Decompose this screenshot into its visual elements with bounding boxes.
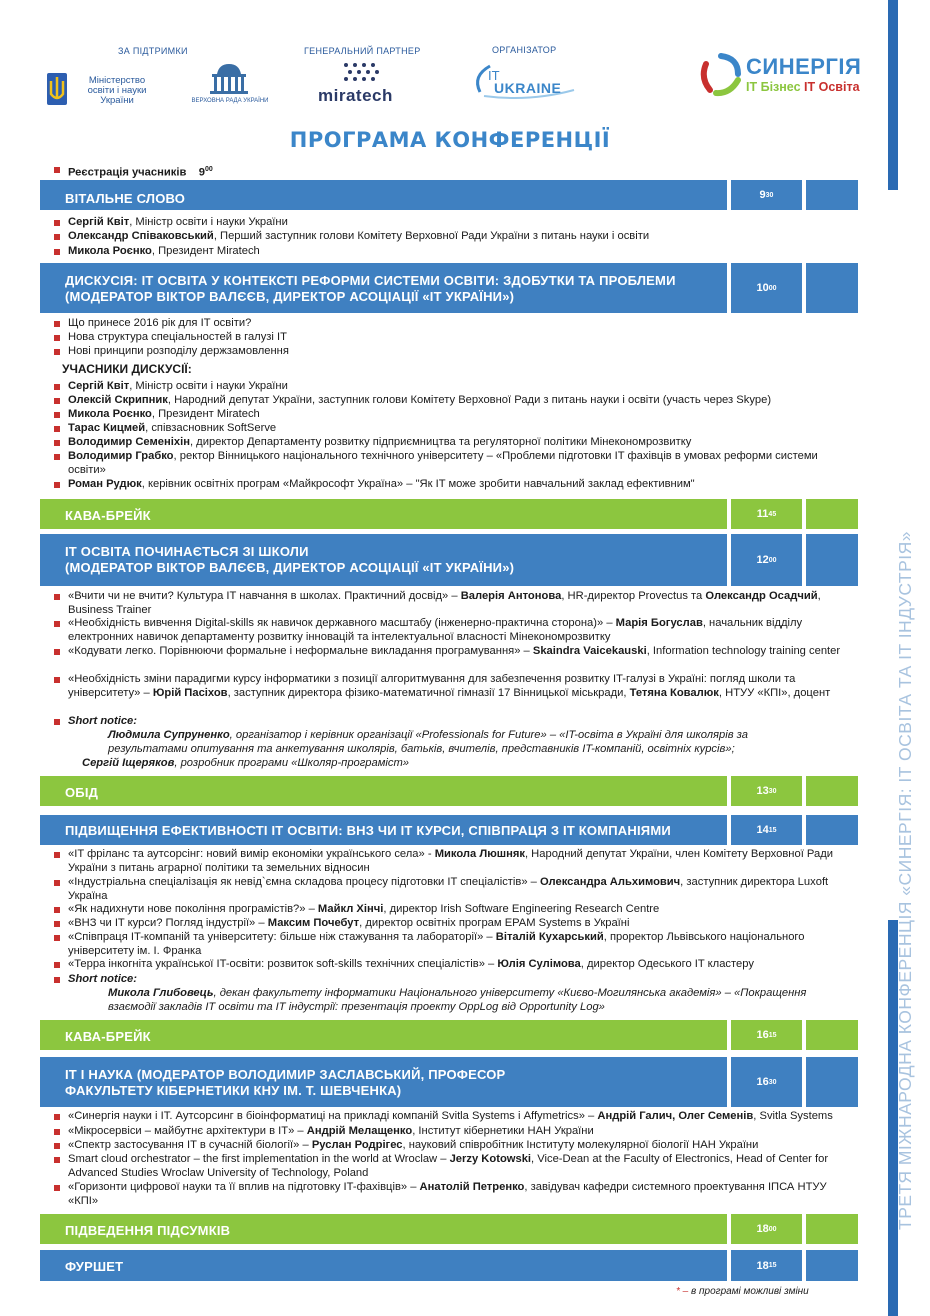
- coffee1-time: 11 45: [731, 499, 802, 529]
- miratech-dots-icon: [343, 62, 383, 82]
- coffee1-title: КАВА-БРЕЙК: [65, 508, 151, 523]
- registration-time: 9: [198, 166, 206, 179]
- welcome-time: 9 30: [731, 180, 802, 210]
- efficiency-talk: «Терра інкогніта української IT-освіти: розвиток soft-skills технічних спеціалістів» – Юлія Сулімова, директор Одеського IT кластеру: [68, 958, 848, 972]
- efficiency-talk: «ВНЗ чи IT курси? Погляд індустрії» – Максим Почебут, директор освітніх програм EPAM Systems в Україні: [68, 917, 848, 931]
- summary-time: 18 00: [731, 1214, 802, 1244]
- sinergia-swirl-icon: [698, 52, 744, 98]
- organizer-label: ОРГАНІЗАТОР: [492, 45, 557, 55]
- page-title: ПРОГРАМА КОНФЕРЕНЦІЇ: [289, 128, 611, 152]
- footnote-text: в програмі можливі зміни: [691, 1286, 809, 1297]
- section-welcome: [40, 180, 858, 210]
- welcome-speaker: Микола Роєнко, Президент Miratech: [68, 245, 848, 259]
- section-coffee-break-2: [40, 1020, 858, 1050]
- welcome-title: ВІТАЛЬНЕ СЛОВО: [65, 191, 186, 206]
- miratech-logo: [318, 62, 410, 108]
- science-talk: «Синергія науки і IT. Аутсорсинг в біоінформатиці на прикладі компаній Svitla Systems і Affymetrics» – Андрій Галич, Олег Семенів, Svitla Systems: [68, 1110, 848, 1124]
- school-title: IT ОСВІТА ПОЧИНАЄТЬСЯ ЗІ ШКОЛИ (МОДЕРАТОР ВІКТОР ВАЛЄЄВ, ДИРЕКТОР АСОЦІАЦІЇ «IT УКРАЇНИ»): [65, 544, 515, 575]
- efficiency-talk: «Співпраця IT-компаній та університету: більше ніж стажування та лабораторії» – Віталій Кухарський, проректор Львівського національного університету ім. І. Франка: [68, 931, 848, 958]
- it-ukraine-logo: [470, 62, 580, 102]
- participant: Олексій Скрипник, Народний депутат України, заступник голови Комітету Верховної Ради з питань науки і освіти (участь через Skype): [68, 394, 848, 408]
- coffee2-time: 16 15: [731, 1020, 802, 1050]
- trident-emblem-icon: [46, 72, 68, 106]
- ministry-logo: [46, 70, 176, 110]
- side-conference-title: ТРЕТЯ МІЖНАРОДНА КОНФЕРЕНЦІЯ «СИНЕРГІЯ: IT ОСВІТА ТА IT ІНДУСТРІЯ»: [895, 530, 915, 1230]
- parliament-building-icon: [206, 62, 252, 96]
- discussion-topic: Нова структура спеціальностей в галузі IT: [68, 331, 848, 345]
- science-title: IT І НАУКА (МОДЕРАТОР ВОЛОДИМИР ЗАСЛАВСЬКИЙ, ПРОФЕСОР ФАКУЛЬТЕТУ КІБЕРНЕТИКИ КНУ ІМ. Т. ШЕВЧЕНКА): [65, 1067, 506, 1098]
- it-ukraine-name: UKRAINE: [494, 80, 562, 96]
- ministry-line-3: України: [100, 95, 134, 106]
- efficiency-title: ПІДВИЩЕННЯ ЕФЕКТИВНОСТІ IT ОСВІТИ: ВНЗ ЧИ IT КУРСИ, СПІВПРАЦЯ З IT КОМПАНІЯМИ: [65, 823, 671, 838]
- coffee2-title: КАВА-БРЕЙК: [65, 1029, 151, 1044]
- miratech-wordmark: miratech: [318, 86, 393, 105]
- efficiency-talk: «Індустріальна спеціалізація як невід`ємна складова процесу підготовки IT спеціалістів» – Олександра Альхимович, заступник директора Luxoft Україна: [68, 876, 848, 903]
- partner-label: ГЕНЕРАЛЬНИЙ ПАРТНЕР: [304, 46, 421, 56]
- section-buffet: [40, 1250, 858, 1281]
- summary-title: ПІДВЕДЕННЯ ПІДСУМКІВ: [65, 1223, 231, 1238]
- school-time: 12 00: [731, 534, 802, 586]
- section-school: [40, 534, 858, 586]
- registration-label: Реєстрація учасників: [68, 166, 187, 179]
- buffet-time: 18 15: [731, 1250, 802, 1281]
- buffet-title: ФУРШЕТ: [65, 1259, 124, 1274]
- sinergia-it-business: IT Бізнес: [746, 80, 801, 94]
- participant: Володимир Семеніхін, директор Департаменту розвитку підприємництва та регуляторної політики Мінекономрозвитку: [68, 436, 848, 450]
- efficiency-time: 14 15: [731, 815, 802, 845]
- ministry-line-2: освіти і науки: [87, 85, 147, 96]
- section-lunch: [40, 776, 858, 806]
- science-talk: «Спектр застосування IT в сучасній біології» – Руслан Родрігес, науковий співробітник Інституту молекулярної біології НАН України: [68, 1139, 848, 1153]
- school-short-notice-label: Short notice:: [68, 715, 848, 729]
- participants-heading: УЧАСНИКИ ДИСКУСІЇ:: [62, 362, 192, 376]
- efficiency-talk: «IT фріланс та аутсорсінг: новий вимір економіки українського села» - Микола Люшняк, Народний депутат України, член Комітету Верховної Ради України з питань аграрної політики та земельних відносин: [68, 848, 848, 875]
- discussion-time: 10 00: [731, 263, 802, 313]
- sinergia-tagline: [746, 80, 860, 94]
- participant: Роман Рудюк, керівник освітніх програм «Майкрософт Україна» – "Як IT може зробити навчальний заклад ефективним": [68, 478, 848, 492]
- support-label: ЗА ПІДТРИМКИ: [118, 46, 188, 56]
- section-discussion: [40, 263, 858, 313]
- registration-item: [68, 163, 848, 180]
- science-talk: «Горизонти цифрової науки та її вплив на підготовку IT-фахівців» – Анатолій Петренко, завідувач кафедри системного проектування ІПСА НТУУ «КПІ»: [68, 1181, 848, 1208]
- school-talk: «Необхідність вивчення Digital-skills як навичок державного масштабу (інженерно-практична сторона)» – Марія Богуслав, начальник відділу електронних навичок департаменту розвитку інновацій та інтелектуальної власності Мінекономрозвитку: [68, 617, 848, 644]
- science-time: 16 30: [731, 1057, 802, 1107]
- welcome-speaker: Сергій Квіт, Міністр освіти і науки України: [68, 216, 848, 230]
- registration-time-minutes: 00: [205, 166, 213, 173]
- it-ukraine-it: IT: [488, 68, 500, 83]
- lunch-time: 13 30: [731, 776, 802, 806]
- science-talk: «Мікросервіси – майбутнє архітектури в IT» – Андрій Мелащенко, Інститут кібернетики НАН України: [68, 1125, 848, 1139]
- efficiency-short-notice: Микола Глибовець, декан факультету інформатики Національного університету «Києво-Могилянська академія» – «Покращення взаємодії закладів IT освіти та IT індустрії: презентація проекту OppLog від Opportunity Log»: [108, 987, 807, 1013]
- sinergia-name: СИНЕРГІЯ: [746, 54, 862, 79]
- participant: Володимир Грабко, ректор Вінницького національного технічного університету – «Проблеми підготовки IT фахівців в умовах реформи системи освіти»: [68, 450, 848, 477]
- efficiency-talk: «Як надихнути нове покоління програмістів?» – Майкл Хінчі, директор Irish Software Engineering Research Centre: [68, 903, 848, 917]
- section-summary: [40, 1214, 858, 1244]
- lunch-title: ОБІД: [65, 785, 99, 800]
- school-short-notice: Людмила Супруненко, організатор і керівник організації «Professionals for Future» – «IT-освіта в Україні для школярів за результатами опитування та анкетування школярів, батьків, вчителів, представників IT-компаній, освітніх курсів»;: [108, 729, 748, 755]
- section-efficiency: [40, 815, 858, 845]
- footnote: [676, 1286, 809, 1297]
- participant: Сергій Квіт, Міністр освіти і науки України: [68, 380, 848, 394]
- sinergia-logo: [698, 48, 878, 110]
- welcome-speaker: Олександр Співаковський, Перший заступник голови Комітету Верховної Ради України з питань науки і освіти: [68, 230, 848, 244]
- sinergia-it-education: IT Освіта: [804, 80, 860, 94]
- discussion-title: ДИСКУСІЯ: IT ОСВІТА У КОНТЕКСТІ РЕФОРМИ СИСТЕМИ ОСВІТИ: ЗДОБУТКИ ТА ПРОБЛЕМИ (МОДЕРАТОР ВІКТОР ВАЛЄЄВ, ДИРЕКТОР АСОЦІАЦІЇ «IT УКРАЇНИ»): [65, 273, 676, 304]
- school-short-notice-2: Сергій Іщеряков, розробник програми «Школяр-програміст»: [82, 757, 410, 769]
- efficiency-short-notice-label: Short notice:: [68, 973, 848, 987]
- ministry-line-1: Міністерство: [88, 75, 146, 86]
- participant: Микола Роєнко, Президент Miratech: [68, 408, 848, 422]
- school-talk: «Кодувати легко. Порівнюючи формальне і неформальне викладання програмування» – Skaindra Vaicekauski, Information technology training center: [68, 645, 848, 659]
- science-talk: Smart cloud orchestrator – the first implementation in the world at Wroclaw – Jerzy Kotowski, Vice-Dean at the Faculty of Electronics, Head of Center for Advanced Studies Wroclaw University of Technology, Poland: [68, 1153, 848, 1180]
- school-talk: «Вчити чи не вчити? Культура IT навчання в школах. Практичний досвід» – Валерія Антонова, HR-директор Provectus та Олександр Осадчий, Business Trainer: [68, 590, 848, 617]
- rada-name: ВЕРХОВНА РАДА УКРАЇНИ: [191, 98, 269, 104]
- section-science: [40, 1057, 858, 1107]
- footnote-mark: * –: [676, 1286, 692, 1297]
- rada-logo: [190, 62, 270, 112]
- discussion-topic: Нові принципи розподілу держзамовлення: [68, 345, 848, 359]
- discussion-topic: Що принесе 2016 рік для IT освіти?: [68, 317, 848, 331]
- section-coffee-break-1: [40, 499, 858, 529]
- school-talk: «Необхідність зміни парадигми курсу інформатики з позиції алгоритмування для забезпечення розвитку IT-галузі в Україні: погляд школи та університету» – Юрій Пасіхов, заступник директора фізико-математичної гімназії 17 Вінницької міськради, Тетяна Ковалюк, НТУУ «КПІ», доцент: [68, 673, 848, 700]
- participant: Тарас Кицмей, співзасновник SoftServe: [68, 422, 848, 436]
